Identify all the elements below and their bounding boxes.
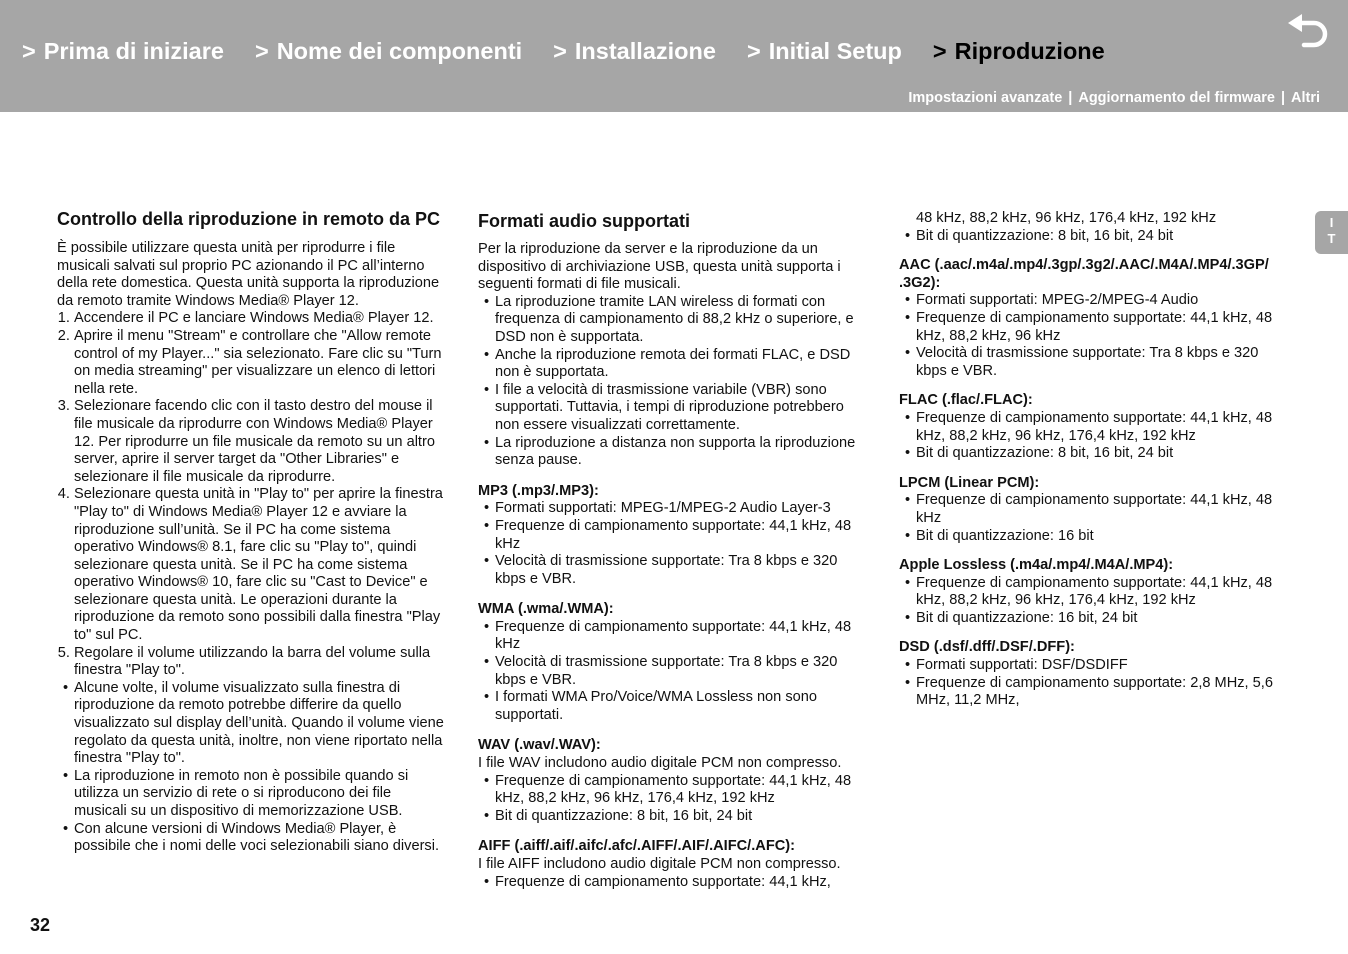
note-item: • La riproduzione a distanza non supporta la riproduzione senza pause. xyxy=(478,435,868,470)
header-bar xyxy=(0,0,1348,112)
format-heading: AIFF (.aiff/.aif/.aifc/.afc/.AIFF/.AIF/.AIFC/.AFC): xyxy=(478,838,796,855)
language-tab-line1: I xyxy=(1329,215,1334,230)
note-item: • La riproduzione in remoto non è possibile quando si utilizza un servizio di rete o si riproducono dei file musicali su un dispositivo di memorizzazione USB. xyxy=(57,768,447,821)
format-specs xyxy=(899,575,1291,628)
intro-paragraph: Per la riproduzione da server e la riproduzione da un dispositivo di archiviazione USB, questa unità supporta i seguenti formati di file musicali. xyxy=(478,241,841,293)
step-item: 2. Aprire il menu "Stream" e controllare che "Allow remote control of my Player..." sia selezionato. Fare clic su "Turn on media streaming" per visualizzare un elenco di lettori nella rete. xyxy=(74,328,447,398)
format-specs xyxy=(899,492,1291,545)
format-heading: WMA (.wma/.WMA): xyxy=(478,601,614,618)
nav-label: Riproduzione xyxy=(954,38,1105,64)
spec-item: • Formati supportati: MPEG-2/MPEG-4 Audio xyxy=(899,292,1291,310)
spec-item: • Formati supportati: MPEG-1/MPEG-2 Audio Layer-3 xyxy=(478,500,868,518)
spec-item: • Frequenze di campionamento supportate: 2,8 MHz, 5,6 MHz, 11,2 MHz, xyxy=(899,675,1291,710)
nav-initial-setup[interactable] xyxy=(747,38,902,65)
spec-item: • Bit di quantizzazione: 16 bit, 24 bit xyxy=(899,610,1291,628)
format-specs xyxy=(899,292,1291,380)
format-wav xyxy=(478,737,868,825)
spec-item: • Frequenze di campionamento supportate: 44,1 kHz, 48 kHz, 88,2 kHz, 96 kHz xyxy=(899,310,1291,345)
language-tab[interactable] xyxy=(1315,211,1348,254)
format-heading: DSD (.dsf/.dff/.DSF/.DFF): xyxy=(899,639,1075,656)
spec-item: • Velocità di trasmissione supportate: Tra 8 kbps e 320 kbps e VBR. xyxy=(899,345,1291,380)
nav-label: Nome dei componenti xyxy=(276,38,523,64)
spec-item: • Frequenze di campionamento supportate: 44,1 kHz, 48 kHz, 88,2 kHz, 96 kHz, 176,4 kHz, 192 kHz xyxy=(478,773,868,808)
main-nav xyxy=(22,38,1136,65)
spec-item: • Frequenze di campionamento supportate: 44,1 kHz, 48 kHz xyxy=(478,619,868,654)
section-title: Controllo della riproduzione in remoto da PC xyxy=(57,209,441,229)
format-specs xyxy=(899,410,1291,463)
nav-riproduzione[interactable] xyxy=(933,38,1105,65)
spec-item: • I formati WMA Pro/Voice/WMA Lossless non sono supportati. xyxy=(478,689,868,724)
format-specs xyxy=(899,228,1291,246)
format-heading: FLAC (.flac/.FLAC): xyxy=(899,392,1033,409)
nav-arrow: > xyxy=(22,38,36,64)
nav-nome-dei-componenti[interactable] xyxy=(255,38,522,65)
format-lpcm xyxy=(899,475,1291,545)
step-item: 3. Selezionare facendo clic con il tasto destro del mouse il file musicale da riprodurre con Windows Media® Player 12. Per riprodurre un file musicale da remoto su un altro server, aprire il server target da "Other Libraries" e selezionare il file musicale da riprodurre. xyxy=(74,398,447,486)
subnav-altri[interactable]: Altri xyxy=(1291,90,1320,106)
note-item: • Anche la riproduzione remota dei formati FLAC, e DSD non è supportata. xyxy=(478,347,868,382)
column-audio-formats-continued xyxy=(899,210,1291,710)
format-heading: AAC (.aac/.m4a/.mp4/.3gp/.3g2/.AAC/.M4A/.MP4/.3GP/ .3G2): xyxy=(899,257,1269,291)
subnav-separator: | xyxy=(1068,90,1073,106)
note-item: • I file a velocità di trasmissione variabile (VBR) sono supportati. Tuttavia, i tempi di riproduzione potrebbero non essere visualizzati correttamente. xyxy=(478,382,868,435)
column-remote-playback xyxy=(57,208,447,856)
spec-item: • Bit di quantizzazione: 8 bit, 16 bit, 24 bit xyxy=(899,228,1291,246)
page-number: 32 xyxy=(30,915,51,935)
format-description: I file AIFF includono audio digitale PCM non compresso. xyxy=(478,856,841,872)
nav-installazione[interactable] xyxy=(553,38,716,65)
note-item: • Alcune volte, il volume visualizzato sulla finestra di riproduzione da remoto potrebbe differire da quello visualizzato sul display dell’unità. Quando il volume viene regolato da questa unità, inoltre, non viene riportato nella finestra "Play to". xyxy=(57,680,447,768)
steps-list xyxy=(57,310,447,679)
spec-item: • Bit di quantizzazione: 8 bit, 16 bit, 24 bit xyxy=(478,808,868,826)
note-item: • La riproduzione tramite LAN wireless di formati con frequenza di campionamento di 88,2 kHz o superiore, e DSD non è supportata. xyxy=(478,294,868,347)
intro-paragraph: È possibile utilizzare questa unità per riprodurre i file musicali salvati sul proprio PC azionando il PC all’interno della rete domestica. Questa unità supporta la riproduzione da remoto tramite Windows Media® Player 12. xyxy=(57,240,440,309)
spec-item: • Frequenze di campionamento supportate: 44,1 kHz, xyxy=(478,874,868,892)
column-audio-formats xyxy=(478,210,868,891)
spec-item: • Velocità di trasmissione supportate: Tra 8 kbps e 320 kbps e VBR. xyxy=(478,553,868,588)
notes-list xyxy=(57,680,447,856)
format-apple-lossless xyxy=(899,557,1291,627)
nav-prima-di-iniziare[interactable] xyxy=(22,38,224,65)
spec-item: • Bit di quantizzazione: 8 bit, 16 bit, 24 bit xyxy=(899,445,1291,463)
section-title: Formati audio supportati xyxy=(478,211,691,231)
nav-arrow: > xyxy=(553,38,567,64)
format-mp3 xyxy=(478,483,868,589)
format-heading: Apple Lossless (.m4a/.mp4/.M4A/.MP4): xyxy=(899,557,1174,574)
nav-label: Prima di iniziare xyxy=(43,38,224,64)
format-aac xyxy=(899,257,1291,380)
format-aiff xyxy=(478,838,868,891)
spec-item: • Frequenze di campionamento supportate: 44,1 kHz, 48 kHz xyxy=(899,492,1291,527)
step-item: 5. Regolare il volume utilizzando la barra del volume sulla finestra "Play to". xyxy=(74,645,447,680)
subnav-impostazioni-avanzate[interactable]: Impostazioni avanzate xyxy=(908,90,1063,106)
format-specs xyxy=(478,619,868,725)
continued-line: 48 kHz, 88,2 kHz, 96 kHz, 176,4 kHz, 192 kHz xyxy=(916,210,1217,226)
format-description: I file WAV includono audio digitale PCM non compresso. xyxy=(478,755,842,772)
spec-item: • Frequenze di campionamento supportate: 44,1 kHz, 48 kHz, 88,2 kHz, 96 kHz, 176,4 kHz, 192 kHz xyxy=(899,410,1291,445)
spec-item: • Bit di quantizzazione: 16 bit xyxy=(899,528,1291,546)
intro-notes-list xyxy=(478,294,868,470)
format-specs xyxy=(478,500,868,588)
format-heading: LPCM (Linear PCM): xyxy=(899,474,1040,491)
format-heading: MP3 (.mp3/.MP3): xyxy=(478,482,599,499)
spec-item: • Frequenze di campionamento supportate: 44,1 kHz, 48 kHz xyxy=(478,518,868,553)
nav-arrow: > xyxy=(932,38,947,64)
format-specs xyxy=(478,874,868,892)
format-specs xyxy=(478,773,868,826)
spec-item: • Velocità di trasmissione supportate: Tra 8 kbps e 320 kbps e VBR. xyxy=(478,654,868,689)
sub-nav xyxy=(908,90,1320,106)
return-arrow-icon[interactable] xyxy=(1286,14,1330,50)
subnav-aggiornamento-firmware[interactable]: Aggiornamento del firmware xyxy=(1078,90,1275,106)
nav-label: Initial Setup xyxy=(768,38,902,64)
format-flac xyxy=(899,392,1291,462)
step-item: 4. Selezionare questa unità in "Play to" per aprire la finestra "Play to" di Windows Media® Player 12 e avviare la riproduzione sull’unità. Se il PC ha come sistema operativo Windows® 8.1, fare clic su "Play to", quindi selezionare questa unità. Se il PC ha come sistema operativo Windows® 10, fare clic su "Cast to Device" e selezionare questa unità. Le operazioni durante la riproduzione da remoto sono possibili dalla finestra "Play to" sul PC. xyxy=(74,486,447,644)
language-tab-line2: T xyxy=(1327,231,1336,246)
spec-item: • Formati supportati: DSF/DSDIFF xyxy=(899,657,1291,675)
note-item: • Con alcune versioni di Windows Media® Player, è possibile che i nomi delle voci selezionabili siano diversi. xyxy=(57,821,447,856)
step-item: 1. Accendere il PC e lanciare Windows Media® Player 12. xyxy=(74,310,447,328)
format-dsd xyxy=(899,639,1291,709)
format-wma xyxy=(478,601,868,724)
nav-arrow: > xyxy=(254,38,269,64)
spec-item: • Frequenze di campionamento supportate: 44,1 kHz, 48 kHz, 88,2 kHz, 96 kHz, 176,4 kHz, 192 kHz xyxy=(899,575,1291,610)
subnav-separator: | xyxy=(1280,90,1285,106)
nav-arrow: > xyxy=(746,38,761,64)
format-heading: WAV (.wav/.WAV): xyxy=(478,737,601,754)
format-specs xyxy=(899,657,1291,710)
nav-label: Installazione xyxy=(574,38,716,64)
